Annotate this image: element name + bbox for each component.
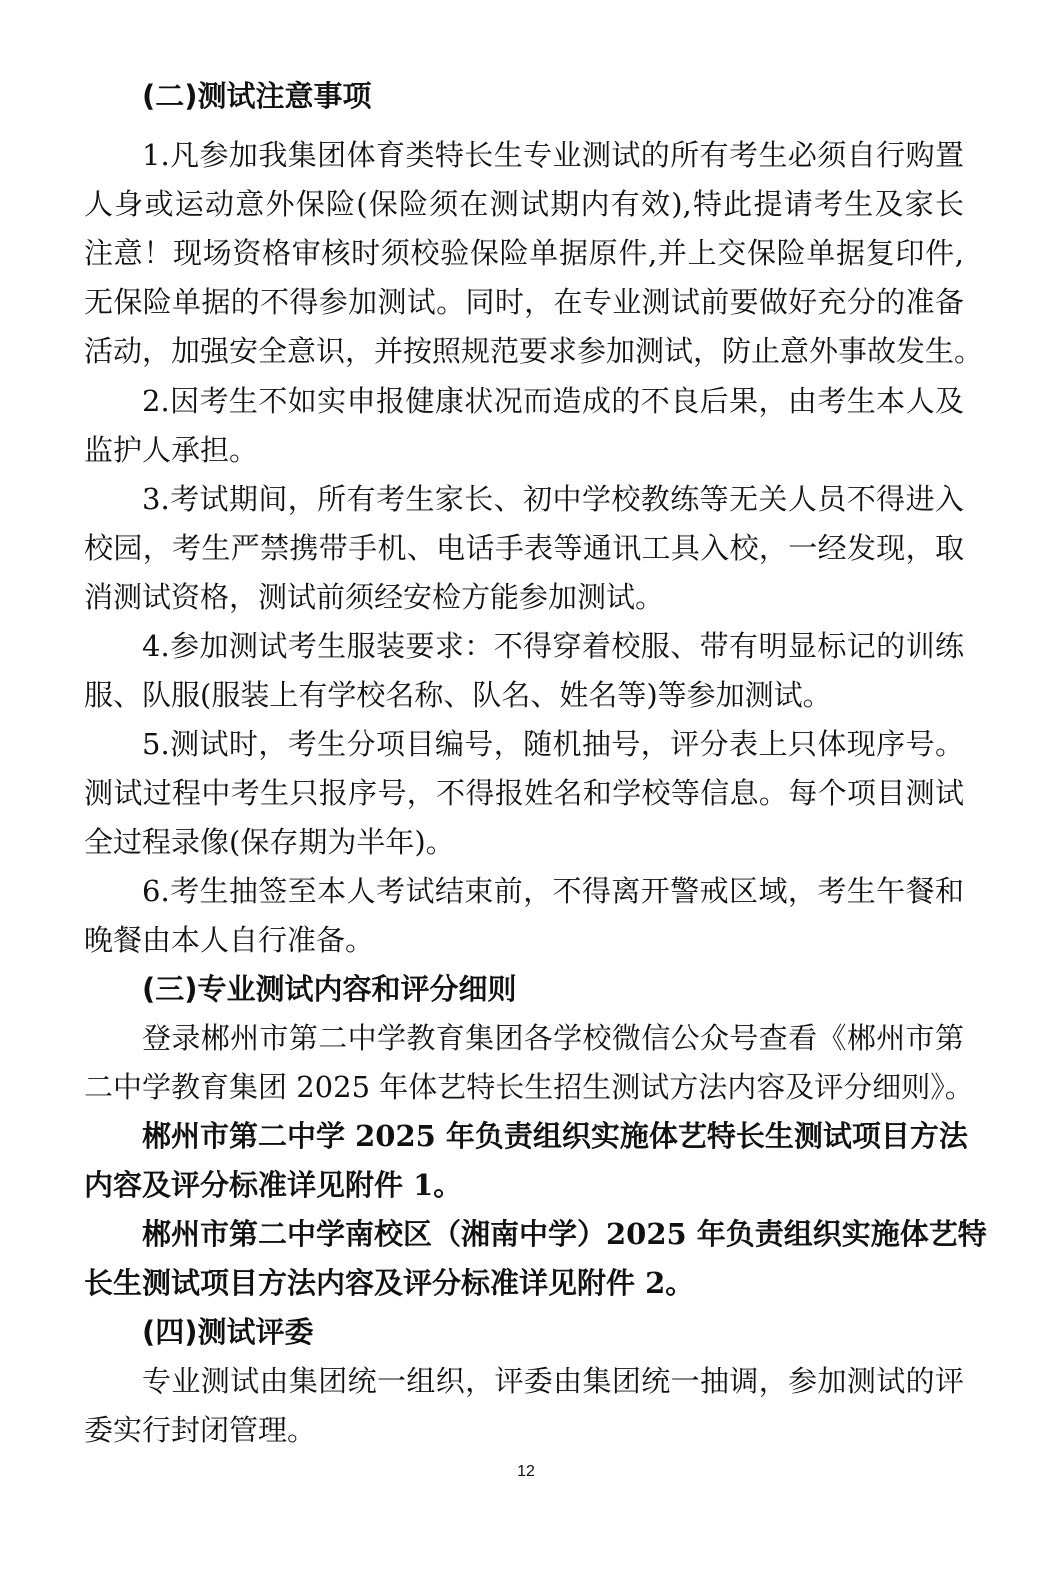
paragraph-line: 6.考生抽签至本人考试结束前，不得离开警戒区域，考生午餐和 <box>142 874 964 908</box>
paragraph-line: 无保险单据的不得参加测试。同时，在专业测试前要做好充分的准备 <box>84 285 964 319</box>
bold-paragraph-line: 长生测试项目方法内容及评分标准详见附件 2。 <box>84 1266 695 1300</box>
paragraph-line: 全过程录像(保存期为半年)。 <box>84 825 455 859</box>
paragraph-line: 晚餐由本人自行准备。 <box>84 923 375 957</box>
paragraph-line: 1.凡参加我集团体育类特长生专业测试的所有考生必须自行购置 <box>142 138 964 172</box>
paragraph-line: 二中学教育集团 2025 年体艺特长生招生测试方法内容及评分细则》。 <box>84 1070 974 1104</box>
paragraph-line: 专业测试由集团统一组织，评委由集团统一抽调，参加测试的评 <box>142 1364 964 1398</box>
bold-paragraph-line: 内容及评分标准详见附件 1。 <box>84 1168 463 1202</box>
paragraph-line: 活动，加强安全意识，并按照规范要求参加测试，防止意外事故发生。 <box>84 334 984 368</box>
paragraph-line: 服、队服(服装上有学校名称、队名、姓名等)等参加测试。 <box>84 678 832 712</box>
paragraph-line: 登录郴州市第二中学教育集团各学校微信公众号查看《郴州市第 <box>142 1021 964 1055</box>
paragraph-line: 委实行封闭管理。 <box>84 1413 317 1447</box>
paragraph-line: 3.考试期间，所有考生家长、初中学校教练等无关人员不得进入 <box>142 482 964 516</box>
paragraph-line: 2.因考生不如实申报健康状况而造成的不良后果，由考生本人及 <box>142 384 964 418</box>
paragraph-line: 消测试资格，测试前须经安检方能参加测试。 <box>84 580 665 614</box>
paragraph-line: 4.参加测试考生服装要求：不得穿着校服、带有明显标记的训练 <box>142 629 964 663</box>
bold-paragraph-line: 郴州市第二中学南校区（湘南中学）2025 年负责组织实施体艺特 <box>142 1217 987 1251</box>
paragraph-line: 人身或运动意外保险(保险须在测试期内有效),特此提请考生及家长 <box>84 187 964 221</box>
paragraph-line: 注意！现场资格审核时须校验保险单据原件,并上交保险单据复印件, <box>84 236 964 270</box>
page-number: 12 <box>517 1463 535 1480</box>
section-heading-3: (三)专业测试内容和评分细则 <box>142 972 517 1006</box>
section-heading-4: (四)测试评委 <box>142 1315 314 1349</box>
section-heading-2: (二)测试注意事项 <box>142 79 372 113</box>
bold-paragraph-line: 郴州市第二中学 2025 年负责组织实施体艺特长生测试项目方法 <box>142 1119 968 1153</box>
paragraph-line: 监护人承担。 <box>84 433 259 467</box>
paragraph-line: 5.测试时，考生分项目编号，随机抽号，评分表上只体现序号。 <box>142 727 964 761</box>
paragraph-line: 测试过程中考生只报序号，不得报姓名和学校等信息。每个项目测试 <box>84 776 964 810</box>
paragraph-line: 校园，考生严禁携带手机、电话手表等通讯工具入校，一经发现，取 <box>84 531 964 565</box>
